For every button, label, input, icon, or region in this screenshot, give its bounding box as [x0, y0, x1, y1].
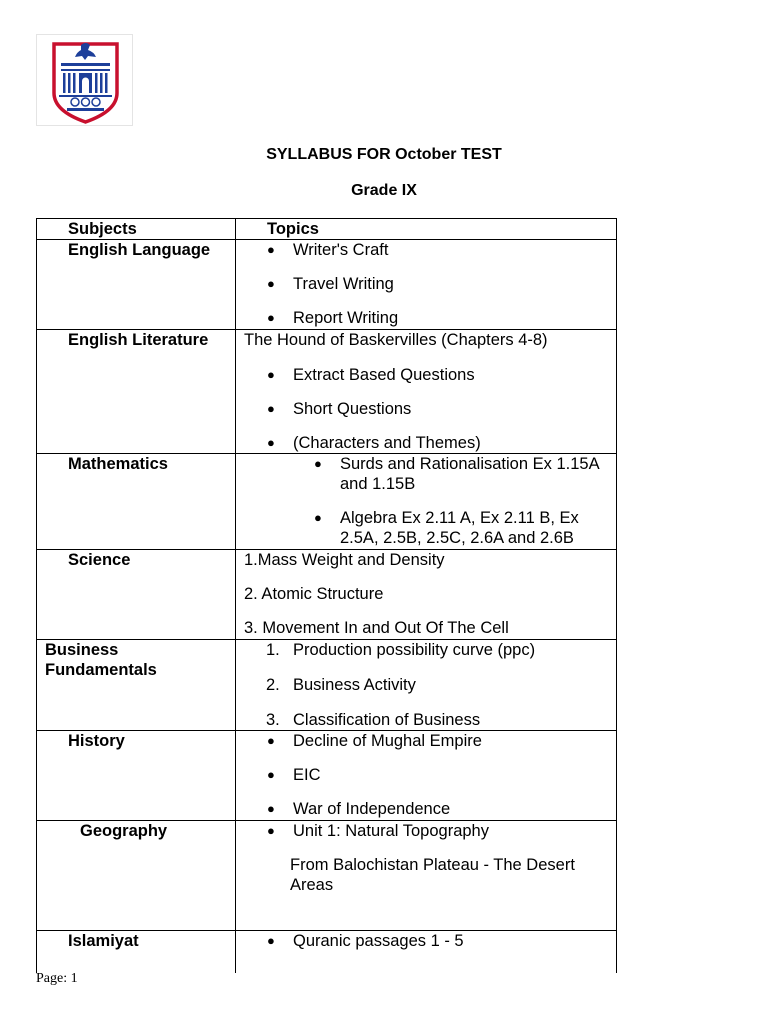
list-item: ● (Characters and Themes)	[236, 433, 616, 453]
table-row	[37, 931, 617, 973]
list-item: ● Extract Based Questions	[236, 365, 616, 385]
table-row	[37, 240, 617, 330]
list-number: 1.	[266, 641, 280, 659]
list-item	[236, 675, 616, 695]
subject-geography: Geography	[80, 822, 168, 840]
list-item: ● Algebra Ex 2.11 A, Ex 2.11 B, Ex 2.5A, 2.5B, 2.5C, 2.6A and 2.6B	[236, 508, 608, 548]
geography-note: From Balochistan Plateau - The Desert Areas	[290, 856, 575, 894]
column-header-topics: Topics	[267, 220, 319, 238]
page-number: Page: 1	[36, 971, 78, 986]
list-item: ● Decline of Mughal Empire	[236, 731, 616, 751]
list-text: Business Activity	[293, 676, 416, 694]
subject-english-language: English Language	[68, 241, 211, 259]
list-item: ● Quranic passages 1 - 5	[236, 931, 616, 951]
list-item: ● Writer's Craft	[236, 240, 616, 260]
subject-english-literature: English Literature	[68, 331, 209, 349]
list-item: ● Unit 1: Natural Topography	[236, 821, 616, 841]
table-row	[37, 821, 617, 931]
subject-history: History	[68, 732, 125, 750]
list-number: 2.	[266, 676, 280, 694]
table-header-row	[37, 219, 617, 240]
table-row	[37, 330, 617, 454]
document-title: SYLLABUS FOR October TEST	[266, 146, 502, 163]
syllabus-table	[36, 218, 617, 973]
list-item: ● War of Independence	[236, 799, 616, 819]
grade-label: Grade IX	[351, 182, 417, 199]
list-item	[236, 640, 616, 660]
list-text: Production possibility curve (ppc)	[293, 641, 536, 659]
list-item: ● Surds and Rationalisation Ex 1.15A and 1.15B	[236, 454, 608, 494]
table-row	[37, 731, 617, 821]
list-item: 1.Mass Weight and Density	[244, 551, 445, 569]
crest-icon	[37, 35, 132, 125]
list-item: ● Travel Writing	[236, 274, 616, 294]
list-item	[236, 710, 616, 730]
table-row	[37, 550, 617, 640]
list-item: ● Short Questions	[236, 399, 616, 419]
subject-business-line1: Business	[45, 641, 119, 659]
subject-islamiyat: Islamiyat	[68, 932, 139, 950]
subject-mathematics: Mathematics	[68, 455, 168, 473]
subject-science: Science	[68, 551, 131, 569]
column-header-subjects: Subjects	[68, 220, 137, 238]
table-row	[37, 640, 617, 731]
list-text: Classification of Business	[293, 711, 481, 729]
subject-business-line2: Fundamentals	[45, 661, 157, 679]
school-logo	[36, 34, 133, 126]
list-item: ● Report Writing	[236, 308, 616, 328]
table-row	[37, 454, 617, 550]
list-number: 3.	[266, 711, 280, 729]
list-item: 2. Atomic Structure	[244, 585, 384, 603]
literature-book: The Hound of Baskervilles (Chapters 4-8)	[244, 331, 548, 349]
list-item: 3. Movement In and Out Of The Cell	[244, 619, 509, 637]
list-item: ● EIC	[236, 765, 616, 785]
